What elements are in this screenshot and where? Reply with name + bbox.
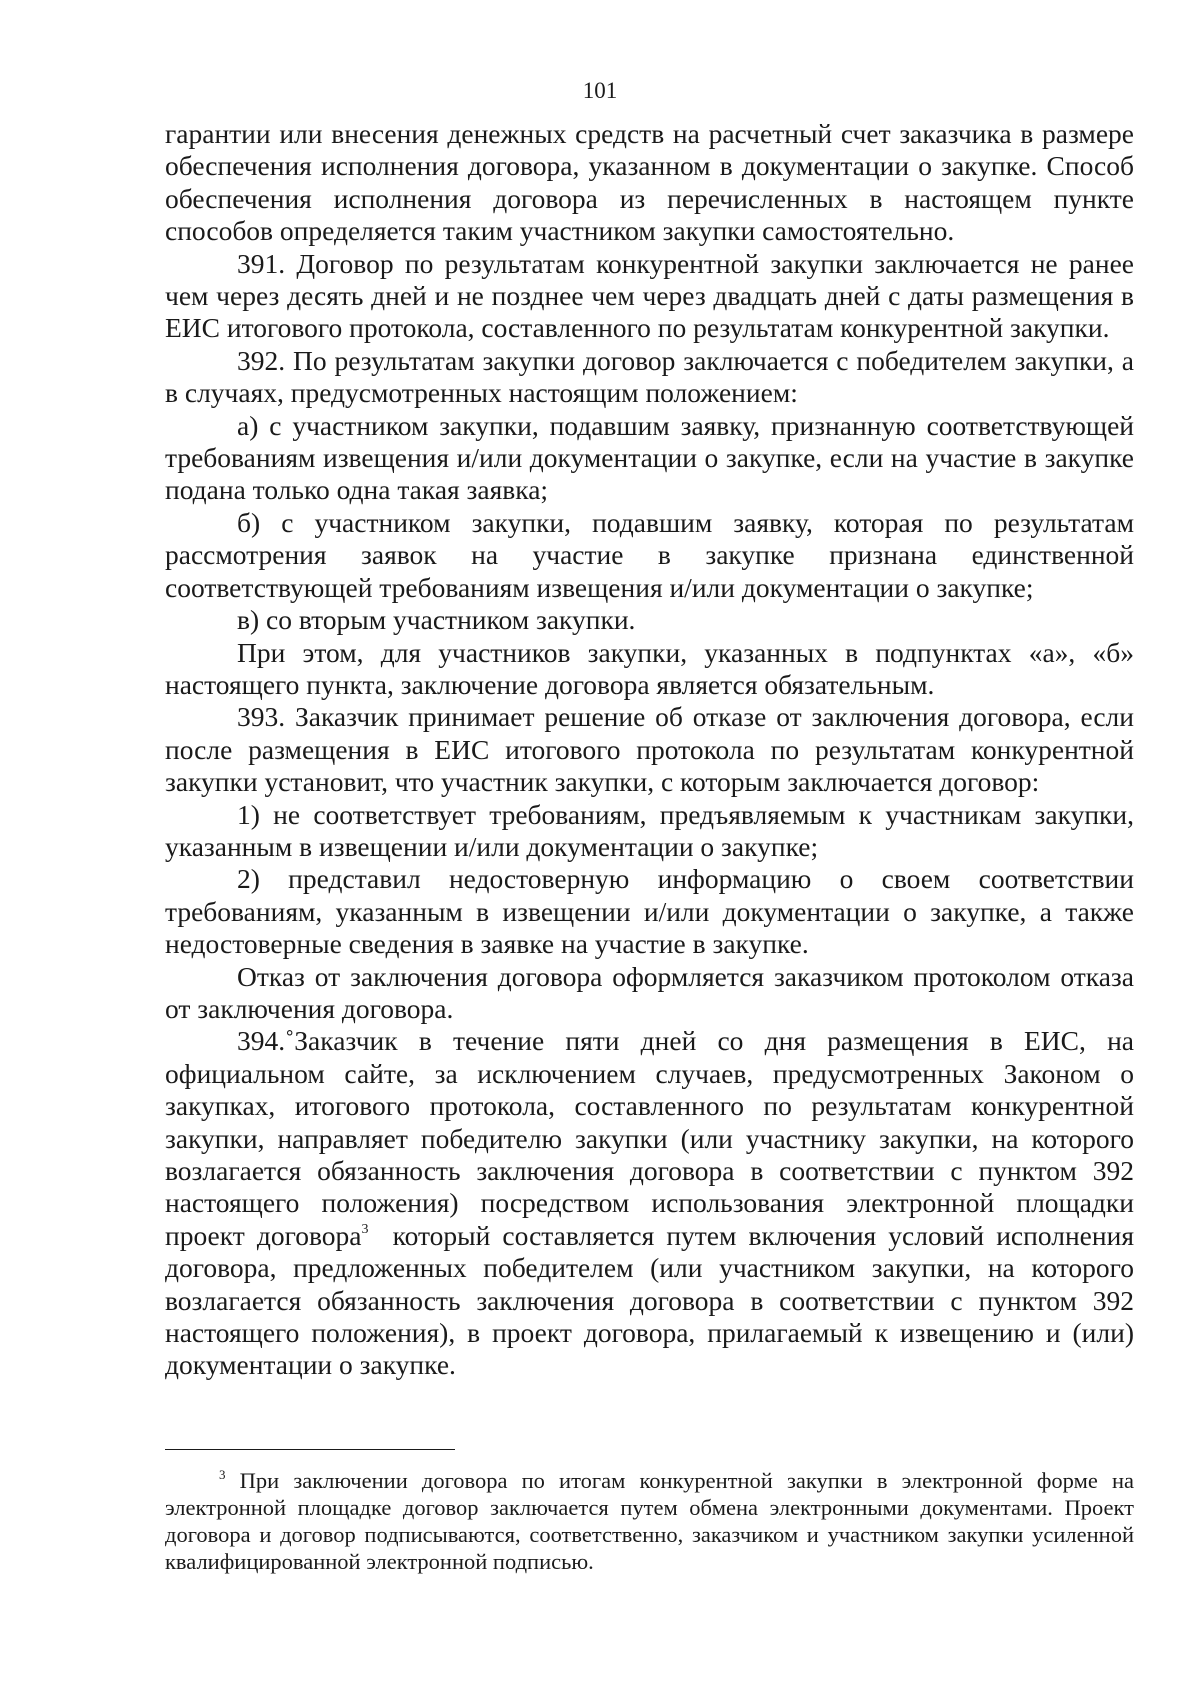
paragraph: Отказ от заключения договора оформляется заказчиком протоколом отказа от заключения договора. xyxy=(165,960,1134,1024)
page-number: 101 xyxy=(582,78,618,103)
footnote-marker: 3 xyxy=(219,1467,226,1482)
paragraph: 2) представил недостоверную информацию о своем соответствии требованиям, указанным в извещении и/или документации о закупке, а также недостоверные сведения в заявке на участие в закупке. xyxy=(165,863,1134,960)
paragraph-394-text-end: который составляется путем включения условий исполнения договора, предложенных победителем (или участником закупки, на которого возлагается обязанность заключения договора в соответствии с пунктом 392 настоящего положения), в проект договора, прилагаемый к извещению и (или) документации о закупке. xyxy=(165,1219,1141,1381)
paragraph: 392. По результатам закупки договор заключается с победителем закупки, а в случаях, предусмотренных настоящим положением: xyxy=(165,344,1134,409)
footnote-separator xyxy=(165,1449,455,1450)
paragraph: в) со вторым участником закупки. xyxy=(237,604,636,636)
paragraph: гарантии или внесения денежных средств на расчетный счет заказчика в размере обеспечения исполнения договора, указанном в документации о закупке. Способ обеспечения исполнения договора из перечисленных в настоящем пункте способов определяется таким участником закупки самостоятельно. xyxy=(165,118,1134,247)
footnote xyxy=(165,1467,1134,1575)
paragraph: б) с участником закупки, подавшим заявку, которая по результатам рассмотрения заявок на участие в закупке признана единственной соответствующей требованиям извещения и/или документации о закупке; xyxy=(165,506,1134,603)
paragraph: 391. Договор по результатам конкурентной закупки заключается не ранее чем через десять дней и не позднее чем через двадцать дней с даты размещения в ЕИС итогового протокола, составленного по результатам конкурентной закупки. xyxy=(165,247,1134,344)
document-body xyxy=(165,118,1141,1382)
paragraph: 1) не соответствует требованиям, предъявляемым к участникам закупки, указанным в извещении и/или документации о закупке; xyxy=(165,798,1134,862)
footnote-text: При заключении договора по итогам конкурентной закупки в электронной форме на электронной площадке договор заключается путем обмена электронными документами. Проект договора и договор подписываются, соответственно, заказчиком и участником закупки усиленной квалифицированной электронной подписью. xyxy=(165,1468,1134,1574)
paragraph-394 xyxy=(165,1025,1141,1381)
footnote-reference: 3 xyxy=(361,1221,369,1237)
paragraph: При этом, для участников закупки, указанных в подпунктах «а», «б» настоящего пункта, заключение договора является обязательным. xyxy=(165,636,1134,700)
paragraph: 393. Заказчик принимает решение об отказе от заключения договора, если после размещения в ЕИС итогового протокола по результатам конкурентной закупки установит, что участник закупки, с которым заключается договор: xyxy=(165,701,1134,798)
paragraph: а) с участником закупки, подавшим заявку, признанную соответствующей требованиям извещения и/или документации о закупке, если на участие в закупке подана только одна такая заявка; xyxy=(165,409,1134,506)
paragraph-394-text-start: 394.˚Заказчик в течение пяти дней со дня размещения в ЕИС, на официальном сайте, за исключением случаев, предусмотренных Законом о закупках, итогового протокола, составленного по результатам конкурентной закупки, направляет победителю закупки (или участнику закупки, на которого возлагается обязанность заключения договора в соответствии с пунктом 392 настоящего положения) посредством использования электронной площадки проект договора xyxy=(165,1025,1134,1251)
